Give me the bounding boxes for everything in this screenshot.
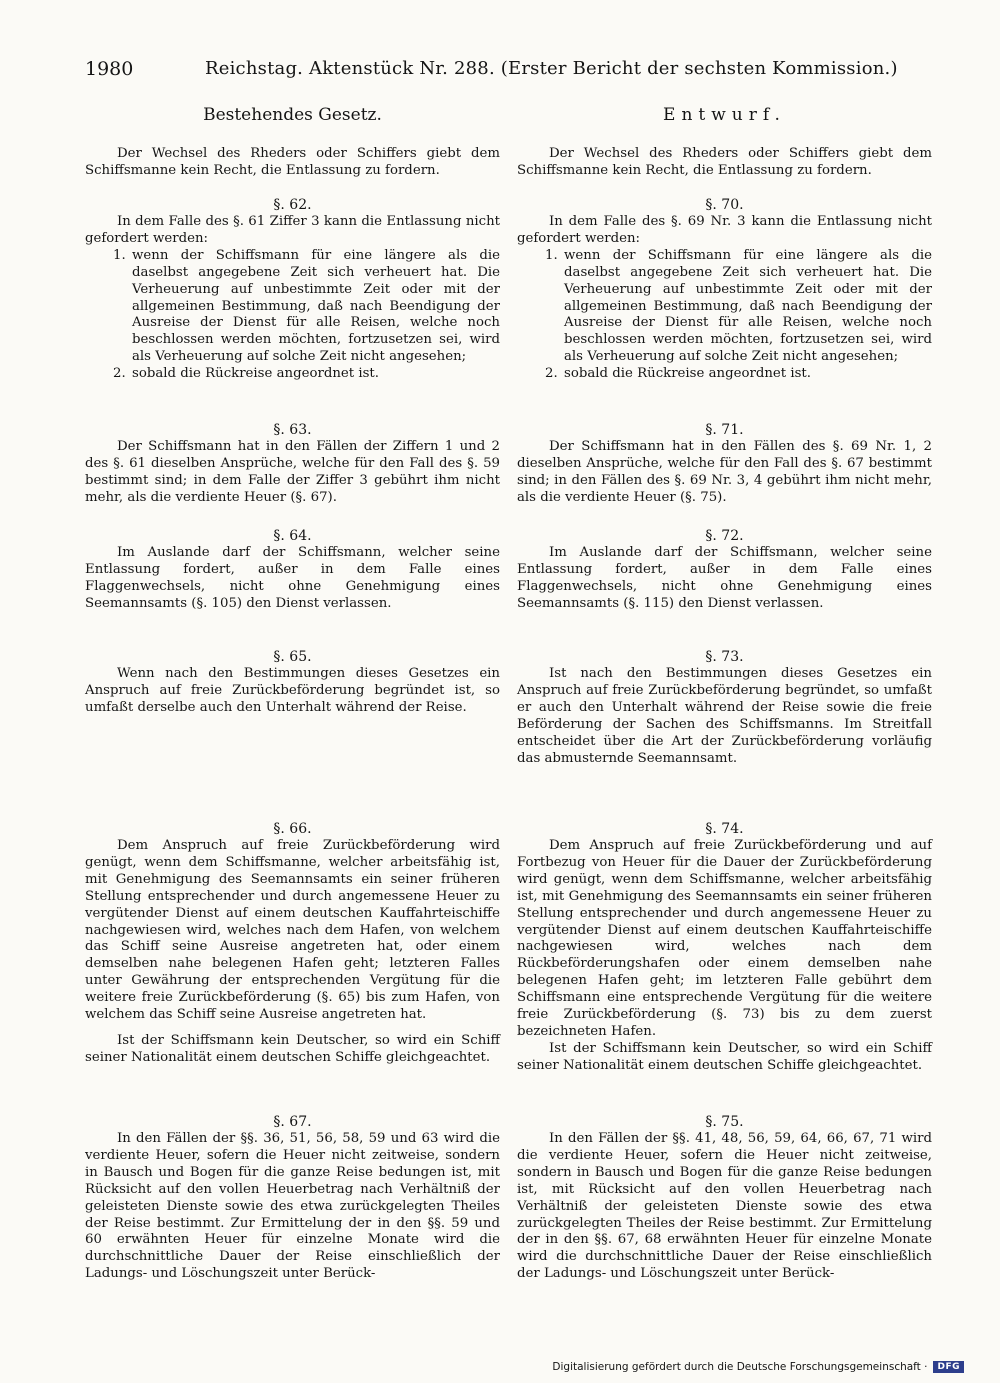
column-title-right: Entwurf. — [663, 105, 786, 125]
section-heading: §. 70. — [705, 197, 744, 213]
page-header — [85, 58, 930, 84]
running-title: Reichstag. Aktenstück Nr. 288. (Erster Bericht der sechsten Kommission.) — [205, 58, 898, 79]
section-64 — [85, 528, 500, 613]
item-text: wenn der Schiffsmann für eine längere als die daselbst angegebene Zeit sich verheuert hat. Die Verheuerung auf unbestimmte Zeit oder mit der allgemeinen Bestimmung, daß nach Beendigung der Ausreise der Dienst für alle Reisen, welche noch beschlossen werden möchten, fortzusetzen sei, wird als Verheuerung auf solche Zeit nicht angesehen; — [564, 247, 932, 365]
section-heading: §. 63. — [273, 422, 312, 438]
paragraph: In dem Falle des §. 69 Nr. 3 kann die Entlassung nicht gefordert werden: — [517, 214, 932, 246]
section-65 — [85, 649, 500, 717]
digitization-footer — [552, 1361, 964, 1373]
paragraph: Der Wechsel des Rheders oder Schiffers giebt dem Schiffsmanne kein Recht, die Entlassung zu fordern. — [85, 146, 500, 178]
footer-text: Digitalisierung gefördert durch die Deutsche Forschungsgemeinschaft · — [552, 1361, 928, 1373]
paragraph: In dem Falle des §. 61 Ziffer 3 kann die Entlassung nicht gefordert werden: — [85, 214, 500, 246]
paragraph: Ist der Schiffsmann kein Deutscher, so wird ein Schiff seiner Nationalität einem deutschen Schiffe gleichgeachtet. — [85, 1032, 500, 1065]
section-heading: §. 66. — [273, 821, 312, 837]
section-heading: §. 64. — [273, 528, 312, 544]
section-73 — [517, 649, 932, 767]
column-title-left: Bestehendes Gesetz. — [203, 105, 382, 125]
paragraph: Dem Anspruch auf freie Zurückbeförderung und auf Fortbezug von Heuer für die Dauer der Zurückbeförderung wird genügt, wenn dem Schiffsmanne, welcher arbeitsfähig ist, mit Genehmigung des Seemannsamts ein seiner früheren Stellung entsprechender und durch angemessene Heuer zu vergütender Dienst auf einem deutschen Kauffahrteischiffe nachgewiesen wird, welches nach dem Rückbeförderungshafen oder einem demselben nahe belegenen Hafen geht; im letzteren Falle gebührt dem Schiffsmann eine entsprechende Vergütung für die weitere freie Zurückbeförderung (§. 73) bis zu dem zuerst bezeichneten Hafen. — [517, 838, 932, 1039]
item-text: sobald die Rückreise angeordnet ist. — [132, 366, 379, 382]
section-67 — [85, 1114, 500, 1283]
paragraph: Dem Anspruch auf freie Zurückbeförderung wird genügt, wenn dem Schiffsmanne, welcher arbeitsfähig ist, mit Genehmigung des Seemannsamts ein seiner früheren Stellung entsprechender und durch angemessene Heuer zu vergütender Dienst auf einem deutschen Kauffahrteischiffe nachgewiesen wird, welches nach dem Hafen, von welchem das Schiff seine Ausreise angetreten hat, oder einem demselben nahe belegenen Hafen geht; letzteren Falles unter Gewährung der entsprechenden Vergütung für die weitere freie Zurückbeförderung (§. 65) bis zum Hafen, von welchem das Schiff seine Ausreise angetreten hat. — [85, 838, 500, 1023]
section-heading: §. 75. — [705, 1114, 744, 1130]
paragraph: Ist nach den Bestimmungen dieses Gesetzes ein Anspruch auf freie Zurückbeförderung begründet, so umfaßt er auch den Unterhalt während der Reise sowie die freie Beförderung der Sachen des Schiffsmanns. Im Streitfall entscheidet über die Art der Zurückbeförderung vorläufig das abmusternde Seemannsamt. — [517, 666, 932, 766]
section-heading: §. 65. — [273, 649, 312, 665]
section-72 — [517, 528, 932, 613]
dfg-logo-icon: DFG — [933, 1361, 964, 1373]
list-item — [517, 248, 932, 366]
enumeration — [85, 248, 500, 383]
list-item — [517, 366, 932, 383]
section-66 — [85, 821, 500, 1067]
section-heading: §. 72. — [705, 528, 744, 544]
section-heading: §. 73. — [705, 649, 744, 665]
paragraph: Im Auslande darf der Schiffsmann, welcher seine Entlassung fordert, außer in dem Falle eines Flaggenwechsels, nicht ohne Genehmigung eines Seemannsamts (§. 115) den Dienst verlassen. — [517, 545, 932, 611]
item-number: 2. — [113, 366, 126, 382]
item-text: wenn der Schiffsmann für eine längere als die daselbst angegebene Zeit sich verheuert hat. Die Verheuerung auf unbestimmte Zeit oder mit der allgemeinen Bestimmung, daß nach Beendigung der Ausreise der Dienst für alle Reisen, welche noch beschlossen werden möchten, fortzusetzen sei, wird als Verheuerung auf solche Zeit nicht angesehen; — [132, 247, 500, 365]
section-heading: §. 71. — [705, 422, 744, 438]
item-number: 2. — [545, 366, 558, 382]
section-74 — [517, 821, 932, 1075]
list-item — [85, 248, 500, 366]
item-number: 1. — [545, 247, 558, 263]
page-number: 1980 — [85, 58, 134, 80]
section-70 — [517, 197, 932, 383]
section-heading: §. 62. — [273, 197, 312, 213]
section-75 — [517, 1114, 932, 1283]
paragraph: Der Schiffsmann hat in den Fällen des §. 69 Nr. 1, 2 dieselben Ansprüche, welche für den Fall des §. 67 bestimmt sind; in den Fällen des §. 69 Nr. 3, 4 gebührt ihm nicht mehr, als die verdiente Heuer (§. 75). — [517, 439, 932, 505]
intro-left — [85, 146, 500, 180]
section-heading: §. 67. — [273, 1114, 312, 1130]
section-62 — [85, 197, 500, 383]
paragraph: In den Fällen der §§. 41, 48, 56, 59, 64, 66, 67, 71 wird die verdiente Heuer, sofern die Heuer nicht zeitweise, sondern in Bausch und Bogen für die ganze Reise bedungen ist, mit Rücksicht auf den vollen Heuerbetrag nach Verhältniß der geleisteten Dienste sowie des etwa zurückgelegten Theiles der Reise bestimmt. Zur Ermittelung der in den §§. 67, 68 erwähnten Heuer für einzelne Monate wird die durchschnittliche Dauer der Reise einschließlich der Ladungs- und Löschungszeit unter Berück- — [517, 1131, 932, 1282]
item-text: sobald die Rückreise angeordnet ist. — [564, 366, 811, 382]
paragraph: Ist der Schiffsmann kein Deutscher, so wird ein Schiff seiner Nationalität einem deutschen Schiffe gleichgeachtet. — [517, 1040, 932, 1073]
list-item — [85, 366, 500, 383]
paragraph: Der Wechsel des Rheders oder Schiffers giebt dem Schiffsmanne kein Recht, die Entlassung zu fordern. — [517, 146, 932, 178]
paragraph: Wenn nach den Bestimmungen dieses Gesetzes ein Anspruch auf freie Zurückbeförderung begründet ist, so umfaßt derselbe auch den Unterhalt während der Reise. — [85, 666, 500, 715]
intro-right — [517, 146, 932, 180]
section-heading: §. 74. — [705, 821, 744, 837]
enumeration — [517, 248, 932, 383]
paragraph: In den Fällen der §§. 36, 51, 56, 58, 59 und 63 wird die verdiente Heuer, sofern die Heuer nicht zeitweise, sondern in Bausch und Bogen für die ganze Reise bedungen ist, mit Rücksicht auf den vollen Heuerbetrag nach Verhältniß der geleisteten Dienste sowie des etwa zurückgelegten Theiles der Reise bestimmt. Zur Ermittelung der in den §§. 59 und 60 erwähnten Heuer für einzelne Monate wird die durchschnittliche Dauer der Reise einschließlich der Ladungs- und Löschungszeit unter Berück- — [85, 1131, 500, 1282]
section-63 — [85, 422, 500, 507]
section-71 — [517, 422, 932, 507]
paragraph: Im Auslande darf der Schiffsmann, welcher seine Entlassung fordert, außer in dem Falle eines Flaggenwechsels, nicht ohne Genehmigung eines Seemannsamts (§. 105) den Dienst verlassen. — [85, 545, 500, 611]
paragraph: Der Schiffsmann hat in den Fällen der Ziffern 1 und 2 des §. 61 dieselben Ansprüche, welche für den Fall des §. 59 bestimmt sind; in dem Falle der Ziffer 3 gebührt ihm nicht mehr, als die verdiente Heuer (§. 67). — [85, 439, 500, 505]
item-number: 1. — [113, 247, 126, 263]
